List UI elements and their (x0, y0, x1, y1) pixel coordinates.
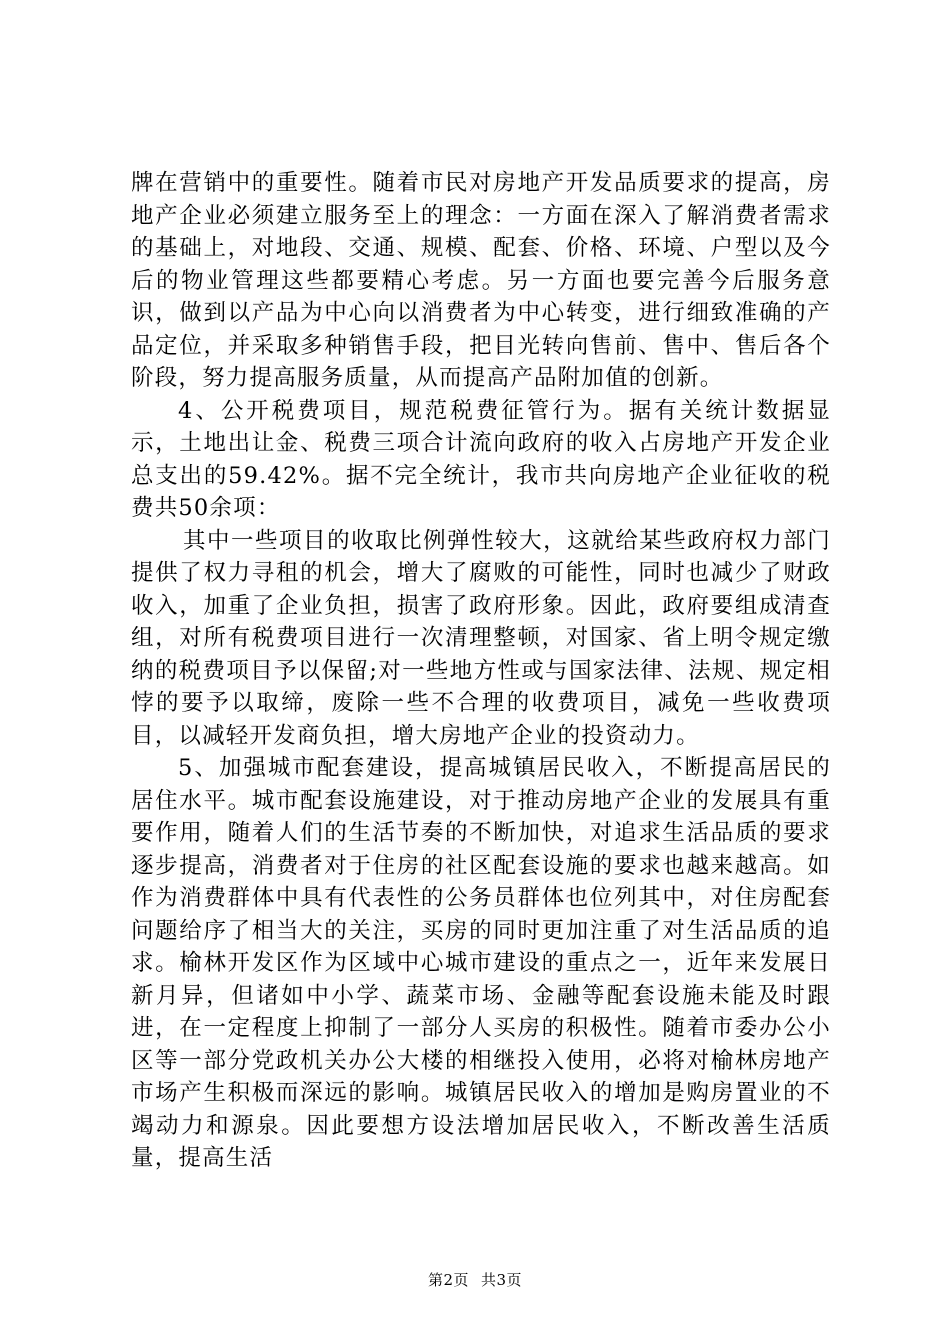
page-total: 共3页 (481, 1271, 523, 1289)
paragraph-3: 其中一些项目的收取比例弹性较大，这就给某些政府权力部门提供了权力寻租的机会，增大了腐败的可能性，同时也减少了财政收入，加重了企业负担，损害了政府形象。因此，政府要组成清查组，对所有税费项目进行一次清理整顿，对国家、省上明令规定缴纳的税费项目予以保留;对一些地方性或与国家法律、法规、规定相悖的要予以取缔，废除一些不合理的收费项目，减免一些收费项目，以减轻开发商负担，增大房地产企业的投资动力。 (131, 527, 831, 749)
document-body (131, 167, 831, 1175)
page-number: 第2页 (427, 1271, 469, 1289)
page-footer (0, 1270, 950, 1290)
paragraph-1: 牌在营销中的重要性。随着市民对房地产开发品质要求的提高，房地产企业必须建立服务至上的理念：一方面在深入了解消费者需求的基础上，对地段、交通、规模、配套、价格、环境、户型以及今后的物业管理这些都要精心考虑。另一方面也要完善今后服务意识，做到以产品为中心向以消费者为中心转变，进行细致准确的产品定位，并采取多种销售手段，把目光转向售前、售中、售后各个阶段，努力提高服务质量，从而提高产品附加值的创新。 (131, 170, 831, 391)
paragraph-4: 5、加强城市配套建设，提高城镇居民收入，不断提高居民的居住水平。城市配套设施建设，对于推动房地产企业的发展具有重要作用，随着人们的生活节奏的不断加快，对追求生活品质的要求逐步提高，消费者对于住房的社区配套设施的要求也越来越高。如作为消费群体中具有代表性的公务员群体也位列其中，对住房配套问题给序了相当大的关注，买房的同时更加注重了对生活品质的追求。榆林开发区作为区域中心城市建设的重点之一，近年来发展日新月异，但诸如中小学、蔬菜市场、金融等配套设施未能及时跟进，在一定程度上抑制了一部分人买房的积极性。随着市委办公小区等一部分党政机关办公大楼的相继投入使用，必将对榆林房地产市场产生积极而深远的影响。城镇居民收入的增加是购房置业的不竭动力和源泉。因此要想方设法增加居民收入，不断改善生活质量，提高生活 (131, 755, 831, 1171)
paragraph-2: 4、公开税费项目，规范税费征管行为。据有关统计数据显示，土地出让金、税费三项合计流向政府的收入占房地产开发企业总支出的59.42%。据不完全统计，我市共向房地产企业征收的税费共50余项： (131, 397, 831, 521)
